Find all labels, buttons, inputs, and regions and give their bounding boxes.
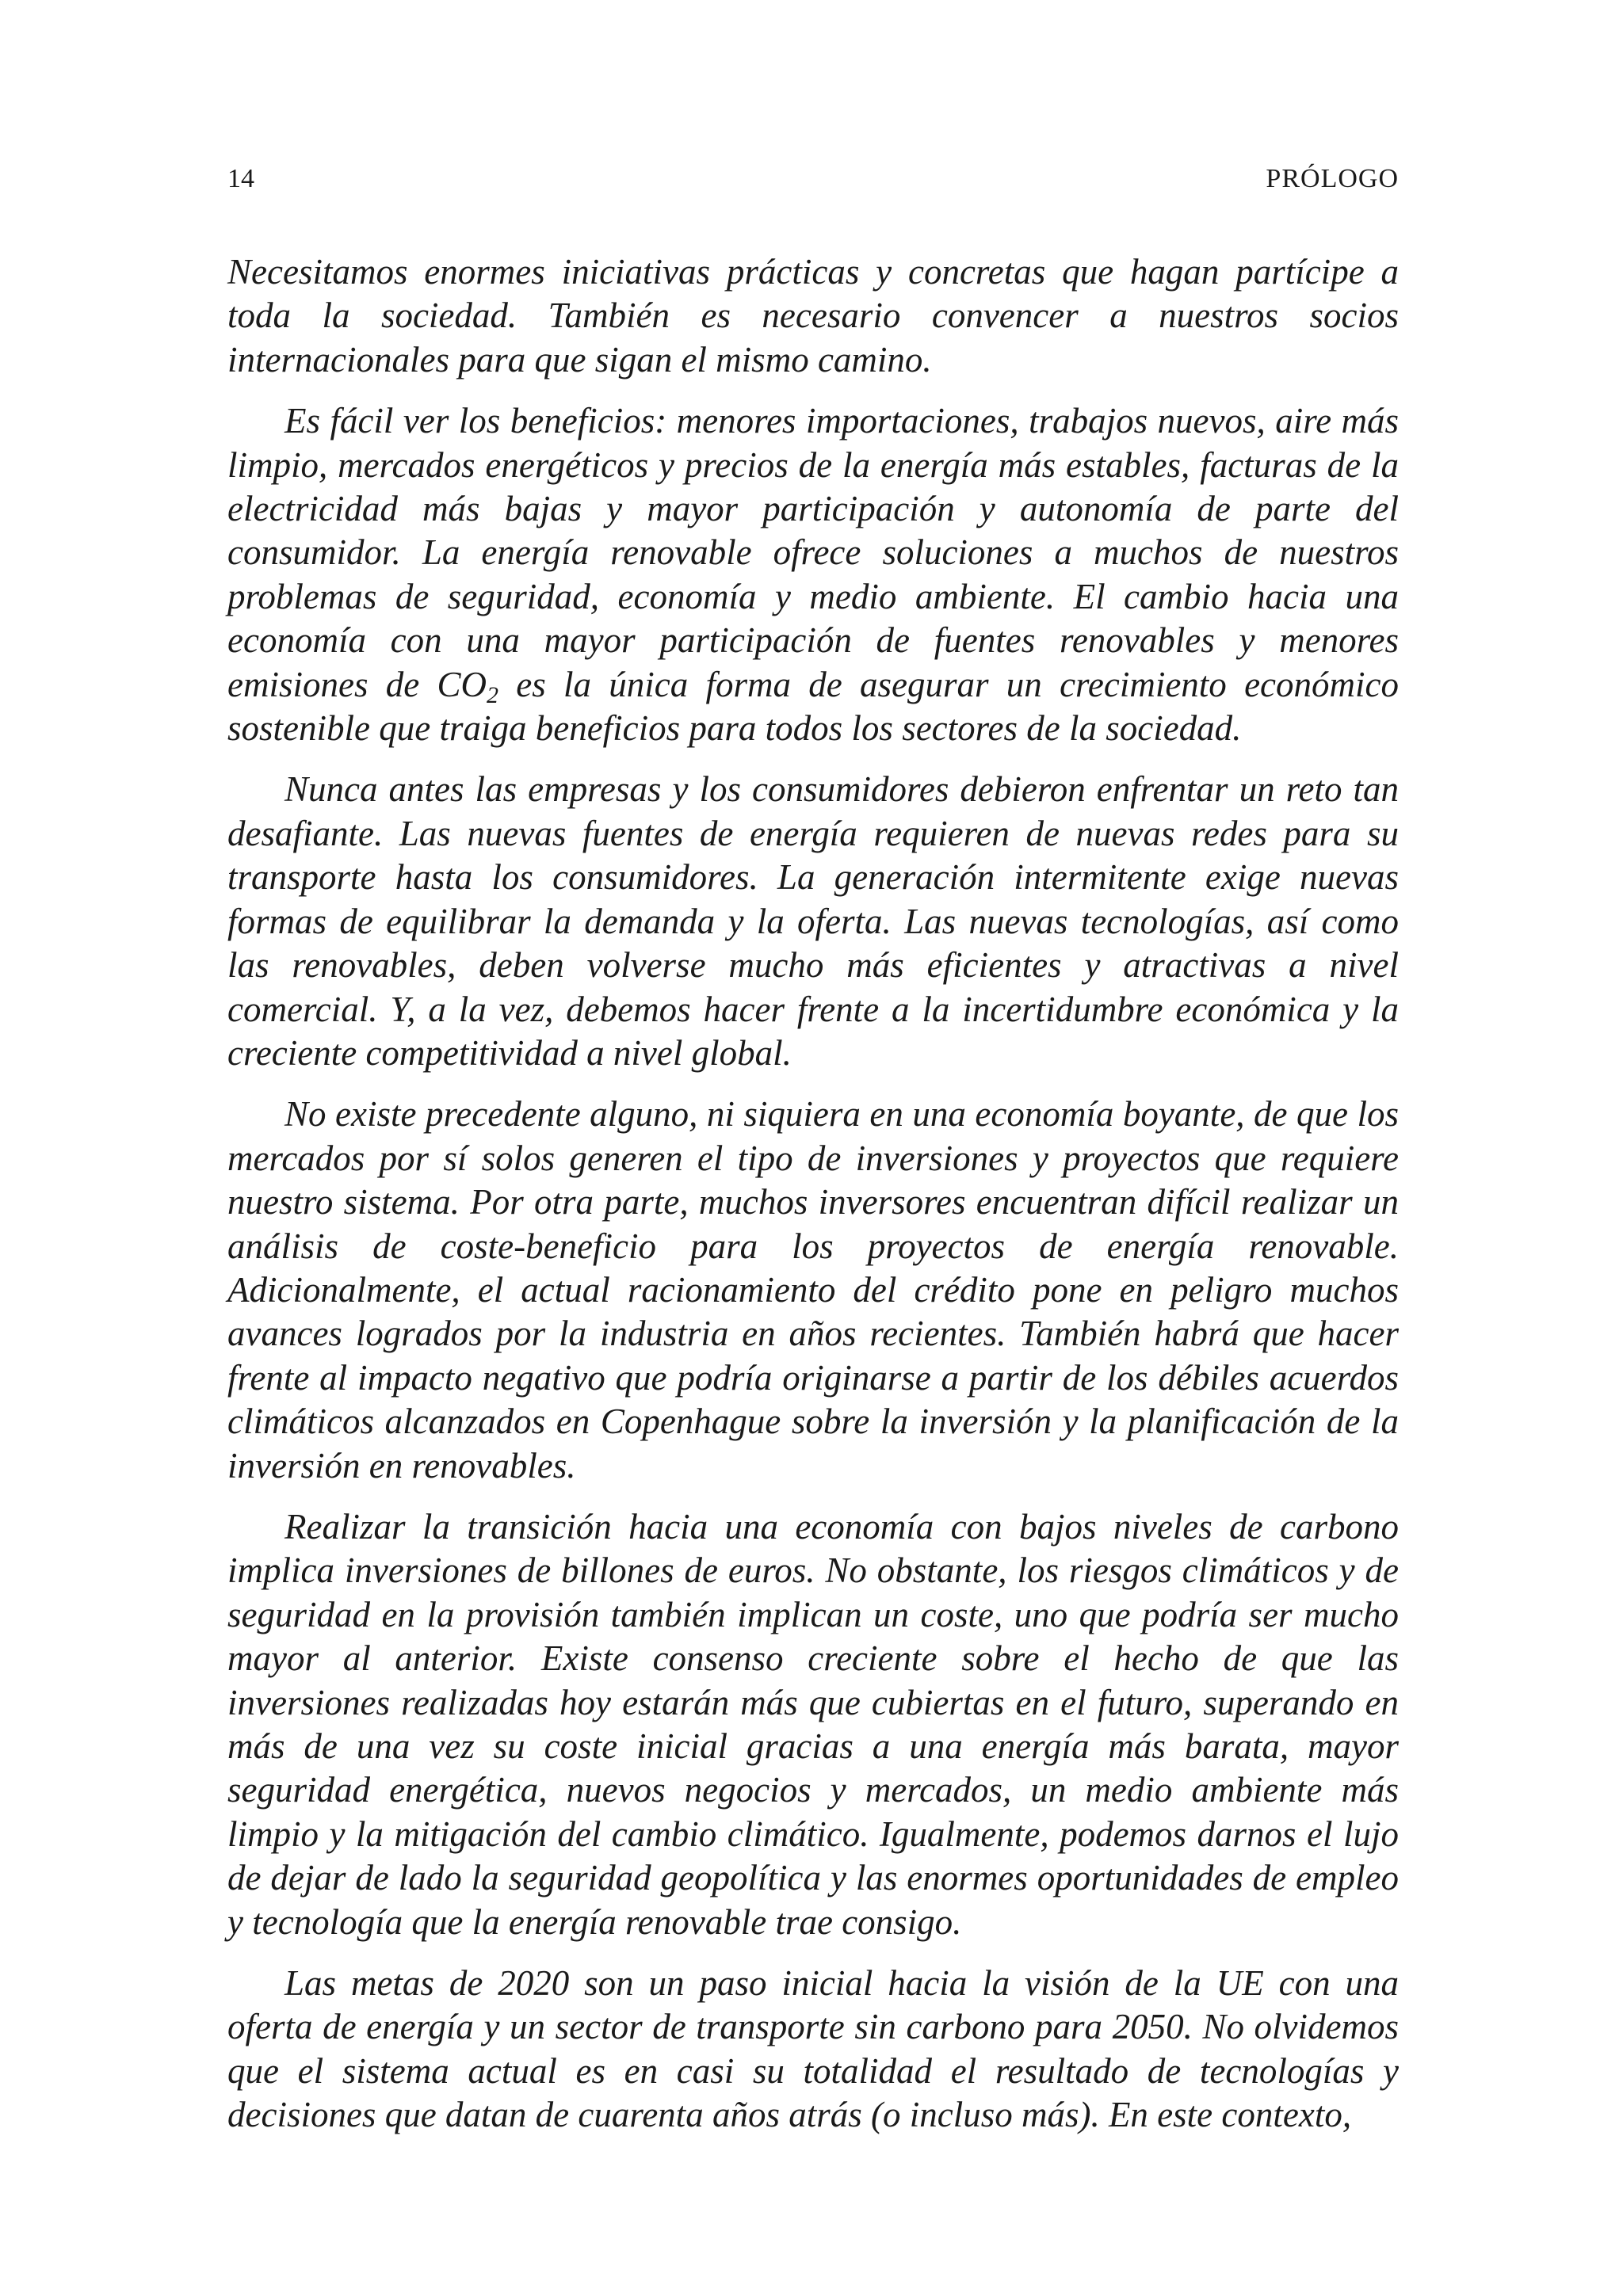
running-head: PRÓLOGO: [1266, 164, 1399, 193]
paragraph-3: Nunca antes las empresas y los consumidores debieron enfrentar un reto tan desafiante. Las nuevas fuentes de energía requieren de nuevas redes para su transporte hasta los consumidores. La generación intermitente exige nuevas formas de equilibrar la demanda y la oferta. Las nuevas tecnologías, así como las renovables, deben volverse mucho más eficientes y atractivas a nivel comercial. Y, a la vez, debemos hacer frente a la incertidumbre económica y la creciente competitividad a nivel global.: [227, 769, 1399, 1073]
co2-subscript: 2: [487, 681, 498, 708]
page-header: [227, 160, 1399, 198]
paragraph-2-text-a: Es fácil ver los beneficios: menores importaciones, trabajos nuevos, aire más limpio, mercados energéticos y precios de la energía más estables, facturas de la electricidad más bajas y mayor participación y autonomía de parte del consumidor. La energía renovable ofrece soluciones a muchos de nuestros problemas de seguridad, economía y medio ambiente. El cambio hacia una economía con una mayor participación de fuentes renovables y menores emisiones de CO: [227, 401, 1399, 704]
paragraph-1: Necesitamos enormes iniciativas prácticas y concretas que hagan partícipe a toda la sociedad. También es necesario convencer a nuestros socios internacionales para que sigan el mismo camino.: [227, 252, 1399, 379]
paragraph-6: Las metas de 2020 son un paso inicial hacia la visión de la UE con una oferta de energía y un sector de transporte sin carbono para 2050. No olvidemos que el sistema actual es en casi su totalidad el resultado de tecnologías y decisiones que datan de cuarenta años atrás (o incluso más). En este contexto,: [227, 1963, 1399, 2135]
paragraph-2-text-b: es la única forma de asegurar un crecimiento económico sostenible que traiga beneficios para todos los sectores de la sociedad.: [227, 664, 1399, 749]
paragraph-5: Realizar la transición hacia una economía con bajos niveles de carbono implica inversiones de billones de euros. No obstante, los riesgos climáticos y de seguridad en la provisión también implican un coste, uno que podría ser mucho mayor al anterior. Existe consenso creciente sobre el hecho de que las inversiones realizadas hoy estarán más que cubiertas en el futuro, superando en más de una vez su coste inicial gracias a una energía más barata, mayor seguridad energética, nuevos negocios y mercados, un medio ambiente más limpio y la mitigación del cambio climático. Igualmente, podemos darnos el lujo de dejar de lado la seguridad geopolítica y las enormes oportunidades de empleo y tecnología que la energía renovable trae consigo.: [227, 1506, 1399, 1942]
paragraph-4: No existe precedente alguno, ni siquiera en una economía boyante, de que los mercados por sí solos generen el tipo de inversiones y proyectos que requiere nuestro sistema. Por otra parte, muchos inversores encuentran difícil realizar un análisis de coste-beneficio para los proyectos de energía renovable. Adicionalmente, el actual racionamiento del crédito pone en peligro muchos avances logrados por la industria en años recientes. También habrá que hacer frente al impacto negativo que podría originarse a partir de los débiles acuerdos climáticos alcanzados en Copenhague sobre la inversión y la planificación de la inversión en renovables.: [227, 1094, 1399, 1486]
body-text: [227, 250, 1399, 2138]
paragraph-2: [227, 399, 1399, 750]
page-number: 14: [227, 164, 254, 193]
